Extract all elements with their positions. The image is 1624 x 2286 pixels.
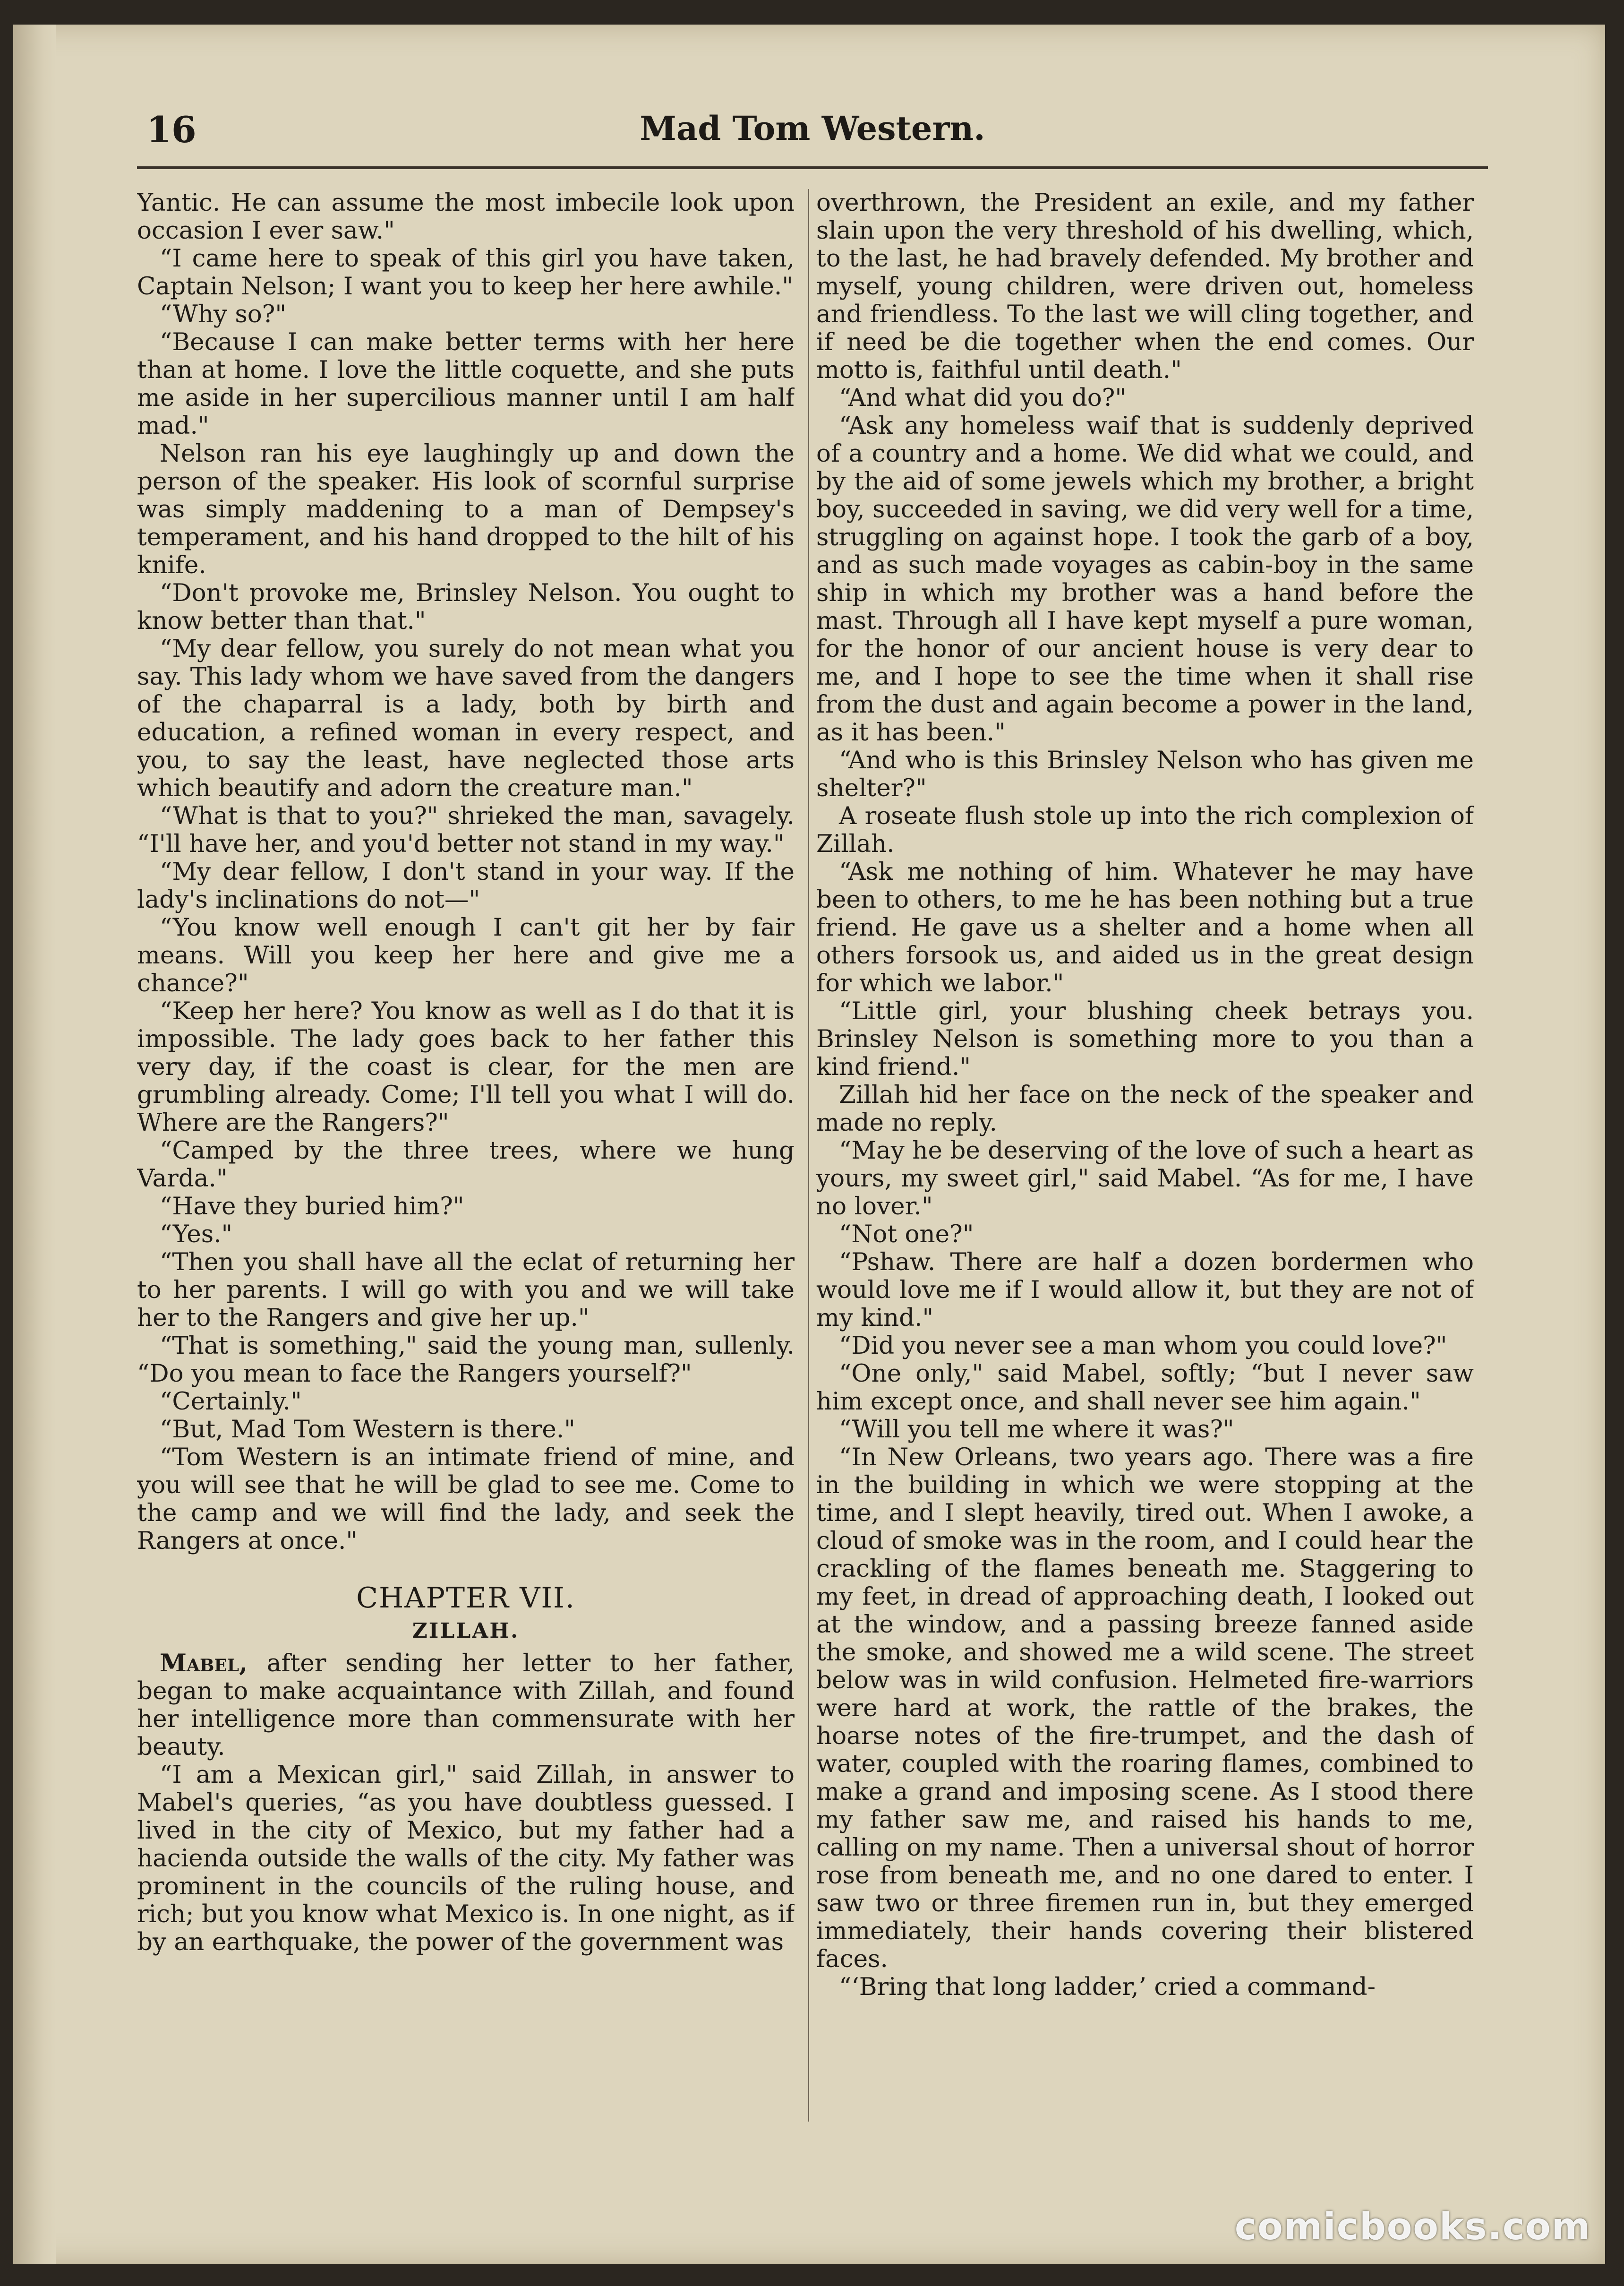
paragraph: “Little girl, your blushing cheek betrays you. Brinsley Nelson is something more to you than a kind friend." [816, 997, 1474, 1081]
right-column-text [816, 189, 1474, 2001]
page-header [137, 99, 1488, 161]
chapter-title: CHAPTER VII. [356, 1581, 575, 1615]
paragraph: “What is that to you?" shrieked the man, savagely. “I'll have her, and you'd better not stand in my way." [137, 802, 795, 858]
paragraph: “May he be deserving of the love of such a heart as yours, my sweet girl," said Mabel. “As for me, I have no lover." [816, 1136, 1474, 1220]
chapter-first-paragraph-text: after sending her letter to her father, began to make acquaintance with Zillah, and found her intelligence more than commensurate with her beauty. [137, 1649, 795, 1761]
paragraph: “Will you tell me where it was?" [839, 1415, 1234, 1444]
paragraph: “Yes." [160, 1220, 233, 1248]
paragraph: Nelson ran his eye laughingly up and down the person of the speaker. His look of scornful surprise was simply maddening to a man of Dempsey's temperament, and his hand dropped to the hilt of his knife. [137, 439, 795, 579]
paragraph: “In New Orleans, two years ago. There was a fire in the building in which we were stopping at the time, and I slept heavily, tired out. When I awoke, a cloud of smoke was in the room, and I could hear the crackling of the flames beneath me. Staggering to my feet, in dread of approaching death, I looked out at the window, and a passing breeze fanned aside the smoke, and showed me a wild scene. The street below was in wild confusion. Helmeted fire-warriors were hard at work, the rattle of the brakes, the hoarse notes of the fire-trumpet, and the dash of water, coupled with the roaring flames, combined to make a grand and imposing scene. As I stood there my father saw me, and raised his hands to me, calling on my name. Then a universal shout of horror rose from beneath me, and no one dared to enter. I saw two or three firemen run in, but they emerged immediately, their hands covering their blistered faces. [816, 1443, 1474, 1973]
paragraph: “Then you shall have all the eclat of returning her to her parents. I will go with you and we will take her to the Rangers and give her up." [137, 1248, 795, 1332]
page-number: 16 [146, 109, 197, 151]
chapter-first-paragraph [137, 1650, 795, 1761]
paragraph: “Camped by the three trees, where we hung Varda." [137, 1136, 795, 1193]
paragraph: “And who is this Brinsley Nelson who has given me shelter?" [816, 746, 1474, 802]
chapter-first-word: Mabel, [160, 1649, 248, 1677]
paragraph: “One only," said Mabel, softly; “but I never saw him except once, and shall never see him again." [816, 1359, 1474, 1416]
left-column-text-after-heading [137, 1761, 795, 1956]
right-column [816, 189, 1474, 2122]
paragraph: “Don't provoke me, Brinsley Nelson. You ought to know better than that." [137, 579, 795, 635]
paragraph: “Keep her here? You know as well as I do that it is impossible. The lady goes back to her father this very day, if the coast is clear, for the men are grumbling already. Come; I'll tell you what I will do. Where are the Rangers?" [137, 997, 795, 1137]
running-title: Mad Tom Western. [640, 109, 985, 148]
chapter-subtitle: ZILLAH. [412, 1619, 520, 1643]
paragraph: “Did you never see a man whom you could love?" [839, 1332, 1447, 1360]
paragraph: “Ask any homeless waif that is suddenly deprived of a country and a home. We did what we could, and by the aid of some jewels which my brother, a bright boy, succeeded in saving, we did very well for a time, struggling on against hope. I took the garb of a boy, and as such made voyages as cabin-boy in the same ship in which my brother was a hand before the mast. Through all I have kept myself a pure woman, for the honor of our ancient house is very dear to me, and I hope to see the time when it shall rise from the dust and again become a power in the land, as it has been." [816, 412, 1474, 747]
paragraph: “Certainly." [160, 1387, 302, 1416]
header-rule [137, 166, 1488, 169]
paragraph: “I am a Mexican girl," said Zillah, in answer to Mabel's queries, “as you have doubtless guessed. I lived in the city of Mexico, but my father had a hacienda outside the walls of the city. My father was prominent in the councils of the ruling house, and rich; but you know what Mexico is. In one night, as if by an earthquake, the power of the government was [137, 1761, 795, 1956]
paragraph: “And what did you do?" [839, 384, 1127, 412]
paragraph: Yantic. He can assume the most imbecile look upon occasion I ever saw." [137, 189, 795, 245]
paragraph: overthrown, the President an exile, and my father slain upon the very threshold of his dwelling, which, to the last, he had bravely defended. My brother and myself, young children, were driven out, homeless and friendless. To the last we will cling together, and if need be die together when the end comes. Our motto is, faithful until death." [816, 189, 1474, 384]
paragraph: “You know well enough I can't git her by fair means. Will you keep her here and give me a chance?" [137, 913, 795, 997]
left-column [137, 189, 795, 2122]
paragraph: “Not one?" [839, 1220, 974, 1248]
paragraph: “My dear fellow, I don't stand in your way. If the lady's inclinations do not—" [137, 858, 795, 914]
paragraph: “Pshaw. There are half a dozen bordermen who would love me if I would allow it, but they are not of my kind." [816, 1248, 1474, 1332]
paragraph: “Because I can make better terms with her here than at home. I love the little coquette, and she puts me aside in her supercilious manner until I am half mad." [137, 328, 795, 440]
column-divider [808, 189, 809, 2122]
paragraph: “Have they buried him?" [160, 1192, 464, 1220]
paragraph: A roseate flush stole up into the rich complexion of Zillah. [816, 802, 1474, 858]
watermark: comicbooks.com [1234, 2206, 1591, 2248]
paragraph: “‘Bring that long ladder,’ cried a command- [839, 1973, 1376, 2001]
paragraph: “But, Mad Tom Western is there." [160, 1415, 575, 1444]
paragraph: “Tom Western is an intimate friend of mine, and you will see that he will be glad to see me. Come to the camp and we will find the lady, and seek the Rangers at once." [137, 1443, 795, 1555]
paragraph: Zillah hid her face on the neck of the speaker and made no reply. [816, 1081, 1474, 1137]
paragraph: “That is something," said the young man, sullenly. “Do you mean to face the Rangers yourself?" [137, 1332, 795, 1388]
paragraph: “I came here to speak of this girl you have taken, Captain Nelson; I want you to keep her here awhile." [137, 244, 795, 301]
paragraph: “Why so?" [160, 300, 287, 328]
page-spine-shadow [13, 25, 56, 2264]
paragraph: “Ask me nothing of him. Whatever he may have been to others, to me he has been nothing but a true friend. He gave us a shelter and a home when all others forsook us, and aided us in the great design for which we labor." [816, 858, 1474, 997]
left-column-text [137, 189, 795, 1555]
paragraph: “My dear fellow, you surely do not mean what you say. This lady whom we have saved from the dangers of the chaparral is a lady, both by birth and education, a refined woman in every respect, and you, to say the least, have neglected those arts which beautify and adorn the creature man." [137, 635, 795, 802]
